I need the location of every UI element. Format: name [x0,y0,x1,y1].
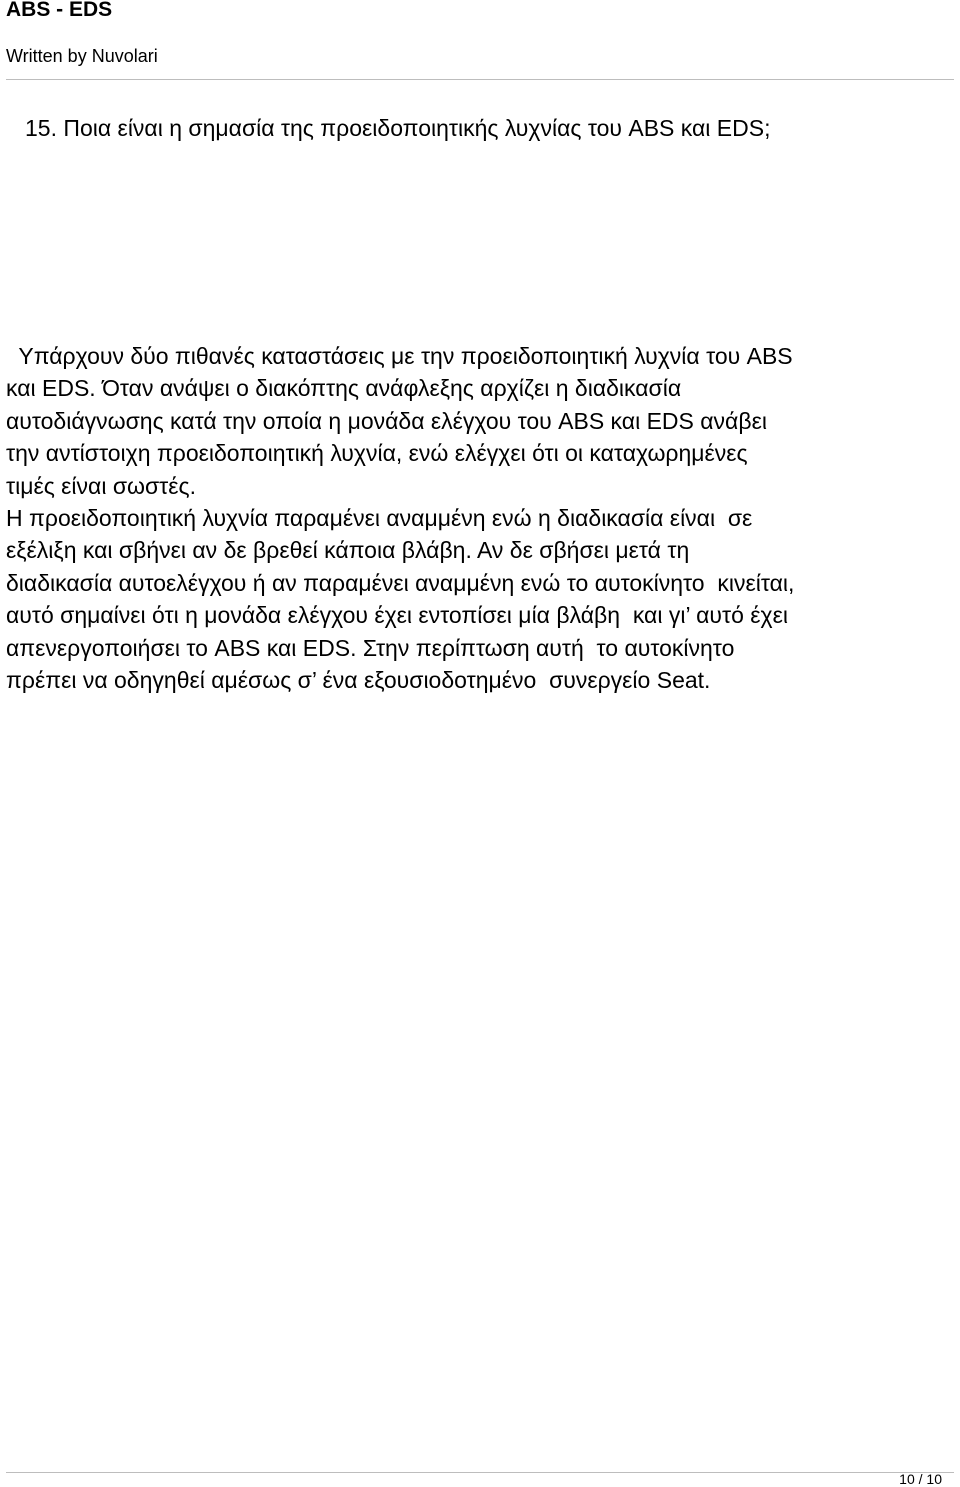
answer-line: απενεργοποιήσει το ABS και EDS. Στην περίπτωση αυτή το αυτοκίνητο [6,634,735,661]
document-title: ABS - EDS [6,0,113,21]
answer-line: εξέλιξη και σβήνει αν δε βρεθεί κάποια βλάβη. Αν δε σβήσει μετά τη [6,537,690,564]
header-divider [6,79,954,80]
answer-line: αυτό σημαίνει ότι η μονάδα ελέγχου έχει εντοπίσει μία βλάβη και γι’ αυτό έχει [6,602,788,629]
answer-line: πρέπει να οδηγηθεί αμέσως σ’ ένα εξουσιοδοτημένο συνεργείο Seat. [6,667,711,694]
answer-paragraph [6,340,946,696]
answer-line: τιμές είναι σωστές. [6,472,196,499]
answer-line: διαδικασία αυτοελέγχου ή αν παραμένει αναμμένη ενώ το αυτοκίνητο κινείται, [6,569,795,596]
answer-line: Η προειδοποιητική λυχνία παραμένει αναμμένη ενώ η διαδικασία είναι σε [6,505,753,532]
page-number: 10 / 10 [899,1471,942,1487]
answer-line: και EDS. Όταν ανάψει ο διακόπτης ανάφλεξης αρχίζει η διαδικασία [6,375,682,402]
author-byline: Written by Nuvolari [6,46,158,66]
answer-line: αυτοδιάγνωσης κατά την οποία η μονάδα ελέγχου του ABS και EDS ανάβει [6,407,767,434]
answer-line: Υπάρχουν δύο πιθανές καταστάσεις με την προειδοποιητική λυχνία του ABS [6,343,793,369]
footer-divider [6,1472,954,1473]
question-heading: 15. Ποια είναι η σημασία της προειδοποιητικής λυχνίας του ABS και EDS; [25,115,771,141]
answer-line: την αντίστοιχη προειδοποιητική λυχνία, ενώ ελέγχει ότι οι καταχωρημένες [6,440,748,467]
